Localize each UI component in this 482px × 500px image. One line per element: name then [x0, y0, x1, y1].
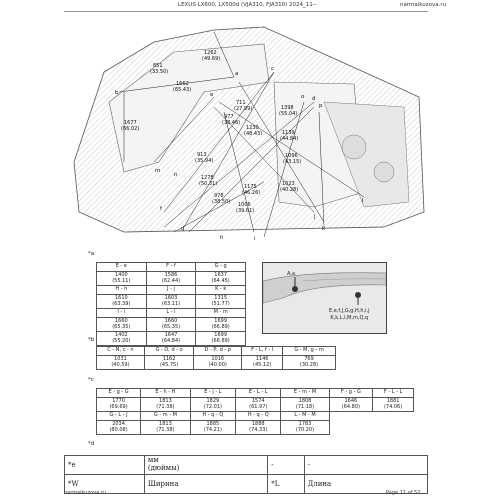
table-header: H - q - Q — [190, 412, 235, 421]
table-header: E - h - H — [141, 389, 191, 398]
table-header: F - g - G — [329, 389, 373, 398]
table-header: F - f — [146, 263, 196, 272]
table-cell: 1400 (55.11) — [97, 272, 147, 286]
inset-top-label: A,a — [287, 271, 296, 277]
dim-label: (35.94) — [195, 158, 214, 164]
dimensions-table-1 — [96, 262, 246, 346]
dimensions-table-2 — [96, 346, 336, 370]
table-cell: 1146 (45.12) — [242, 356, 283, 370]
table-cell: 1586 (62.44) — [146, 272, 196, 286]
point-letter: o — [301, 94, 305, 100]
table-cell: 1603 (63.11) — [146, 295, 196, 309]
table-header: E - m - M — [281, 389, 329, 398]
table-cell: 1646 (64.80) — [329, 398, 373, 412]
legend-table — [64, 455, 428, 494]
table-header: E - g - G — [97, 389, 141, 398]
point-letter: j — [314, 214, 316, 220]
table-cell: 1610 (63.39) — [97, 295, 147, 309]
empty-cell — [373, 412, 414, 421]
dim-label: 913 — [197, 152, 207, 158]
table-header: G - g — [196, 263, 246, 272]
dim-label: (65.43) — [173, 87, 192, 93]
table-header: G - O, d - o — [144, 347, 193, 356]
note-d-marker: *d — [88, 441, 95, 447]
table-header: F - L, f - l — [242, 347, 283, 356]
table-header: G - m - M — [141, 412, 191, 421]
dim-label: 977 — [224, 114, 234, 120]
table-cell: 1162 (45.75) — [144, 356, 193, 370]
table-cell: 2034 (80.08) — [97, 421, 141, 435]
footer-site: narmaikuzova.ru — [64, 490, 106, 496]
vehicle-body-diagram — [64, 12, 428, 250]
table-cell: 1770 (69.69) — [97, 398, 141, 412]
document-title: LEXUS LX600, LX500d (VJA310, FJA310) 2024_11-- — [178, 2, 317, 8]
point-letter: k — [322, 226, 326, 232]
table-header: D - P, d - p — [194, 347, 242, 356]
table-cell: 1783 (70.20) — [281, 421, 329, 435]
legend-value: - — [304, 456, 427, 475]
dim-label: (66.02) — [121, 126, 140, 132]
table-cell: 1813 (71.38) — [141, 421, 191, 435]
dim-label: 1662 — [176, 81, 189, 87]
point-letter: c — [271, 66, 275, 72]
table-header: C - N, c - n — [97, 347, 145, 356]
site-name: narmaikuzova.ru — [400, 2, 447, 8]
point-letter: i — [254, 236, 256, 242]
table-header: L - l — [146, 309, 196, 318]
dim-label: (46.26) — [242, 190, 261, 196]
table-cell: 1808 (71.18) — [281, 398, 329, 412]
dim-label: 1096 — [285, 153, 298, 159]
dim-label: 978 — [214, 193, 224, 199]
point-letter: m — [155, 168, 161, 174]
inset-bottom-label: E,e,f,J,G,g,H,h,i,j K,k,L,l,M,m,Q,q — [329, 308, 370, 321]
table-header: F - L - L — [373, 389, 414, 398]
dim-label: (39.61) — [236, 208, 255, 214]
dim-label: 1677 — [124, 120, 137, 126]
table-cell: 1699 (66.89) — [196, 332, 246, 346]
table-cell: 1031 (40.59) — [97, 356, 145, 370]
legend-value: Длина — [304, 475, 427, 494]
table3-marker: *c — [88, 377, 94, 383]
point-letter: e — [210, 92, 214, 98]
table-cell: 1885 (74.21) — [190, 421, 235, 435]
table-header: J - j — [146, 286, 196, 295]
detail-inset — [262, 262, 387, 334]
dimensions-table-3 — [96, 388, 414, 435]
dim-label: (44.84) — [280, 136, 299, 142]
dim-label: 851 — [153, 63, 163, 69]
legend-key: *e — [65, 456, 145, 475]
dim-label: 711 — [236, 100, 246, 106]
dim-label: (43.15) — [283, 159, 302, 165]
table-header: L - M - M — [281, 412, 329, 421]
table-cell: 1813 (71.38) — [141, 398, 191, 412]
dim-label: (40.28) — [280, 187, 299, 193]
table-header: E - L - L — [236, 389, 281, 398]
table-header: E - e — [97, 263, 147, 272]
dim-label: (55.04) — [279, 111, 298, 117]
table-cell: 1637 (64.45) — [196, 272, 246, 286]
dim-label: (38.46) — [222, 120, 241, 126]
table-cell: 1881 (74.06) — [373, 398, 414, 412]
table-cell: 1647 (64.84) — [146, 332, 196, 346]
table-cell: 1699 (66.89) — [196, 318, 246, 332]
legend-key: *W — [65, 475, 145, 494]
point-letter: a — [235, 71, 239, 77]
legend-key: *L — [268, 475, 304, 494]
point-letter: p — [319, 103, 323, 109]
page-number: Page 11 of 52 — [386, 490, 421, 496]
dim-label: 1023 — [282, 181, 295, 187]
table-cell: 769 (30.28) — [283, 356, 336, 370]
legend-key: - — [268, 456, 304, 475]
dim-label: (49.69) — [202, 56, 221, 62]
point-letter: g — [181, 226, 185, 232]
inset-drawing — [263, 263, 386, 333]
dim-label: 1139 — [282, 130, 295, 136]
empty-cell — [329, 412, 373, 421]
table-header: E - j - L — [190, 389, 235, 398]
table-cell: 1016 (40.00) — [194, 356, 242, 370]
point-letter: b — [115, 90, 119, 96]
table-header: H - h — [97, 286, 147, 295]
dim-label: 1006 — [238, 202, 251, 208]
legend-value: Ширина — [144, 475, 267, 494]
dim-label: 1175 — [244, 184, 257, 190]
table-header: H - q - Q — [236, 412, 281, 421]
table1-marker: *a — [88, 251, 95, 257]
dim-label: 1262 — [204, 50, 217, 56]
dim-label: (38.50) — [212, 199, 231, 205]
table-cell: 1888 (74.33) — [236, 421, 281, 435]
table-cell: 1660 (65.35) — [146, 318, 196, 332]
legend-footer — [64, 455, 428, 500]
dim-label: 1230 — [246, 125, 259, 131]
table-header: G - L - J — [97, 412, 141, 421]
table-header: K - k — [196, 286, 246, 295]
table2-marker: *b — [88, 337, 95, 343]
point-letter: n — [174, 172, 178, 178]
dim-label: (27.99) — [234, 106, 253, 112]
dim-label: 1278 — [201, 175, 214, 181]
point-letter: f — [160, 206, 162, 212]
point-letter: d — [312, 96, 316, 102]
table-cell: 1402 (55.20) — [97, 332, 147, 346]
dim-label: (33.50) — [150, 69, 169, 75]
table-header: G - M, g - m — [283, 347, 336, 356]
table-header: I - i — [97, 309, 147, 318]
table-cell: 1574 (61.97) — [236, 398, 281, 412]
dim-label: (50.31) — [199, 181, 218, 187]
empty-cell — [329, 421, 373, 435]
table-cell: 1315 (51.77) — [196, 295, 246, 309]
table-header: M - m — [196, 309, 246, 318]
table-cell: 1829 (72.01) — [190, 398, 235, 412]
point-letter: h — [220, 235, 224, 241]
point-letter: l — [362, 198, 364, 204]
dim-label: (48.43) — [244, 131, 263, 137]
table-cell: 1660 (65.35) — [97, 318, 147, 332]
legend-value: мм (дюймы) — [144, 456, 267, 475]
empty-cell — [373, 421, 414, 435]
page-header — [0, 2, 482, 12]
dim-label: 1398 — [281, 105, 294, 111]
